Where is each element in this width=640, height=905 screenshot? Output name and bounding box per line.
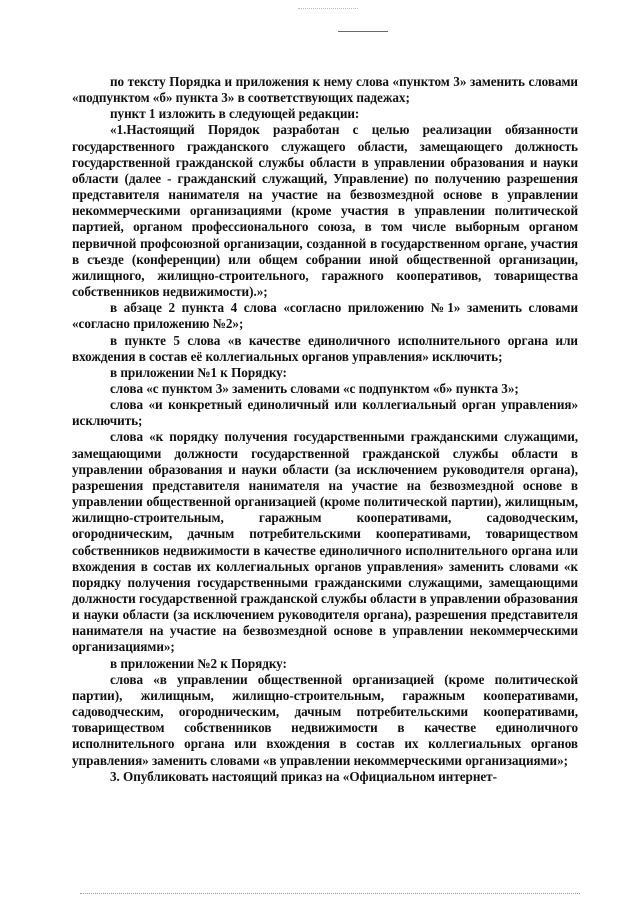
paragraph: слова «и конкретный единоличный или коллегиальный орган управления» исключить; — [72, 397, 578, 429]
paragraph: пункт 1 изложить в следующей редакции: — [110, 106, 360, 122]
paragraph: в абзаце 2 пункта 4 слова «согласно приложению №1» заменить словами «согласно приложению №2»; — [72, 300, 578, 332]
paragraph: в приложении №1 к Порядку: — [110, 364, 287, 380]
paragraph: слова «в управлении общественной организацией (кроме политической партии), жилищным, жилищно-строительным, гаражным кооперативами, садоводческим, огородническим, дачным потребительскими кооперативами, товариществом собственников недвижимости в качестве единоличного исполнительного органа или вхождения в состав их коллегиальных органов управления» заменить словами «в управлении некоммерческими организациями»; — [72, 671, 578, 768]
document-body — [72, 74, 578, 785]
paragraph: 3. Опубликовать настоящий приказ на «Официальном интернет- — [110, 768, 497, 784]
paragraph: в приложении №2 к Порядку: — [110, 655, 287, 671]
paragraph: слова «к порядку получения государственными гражданскими служащими, замещающими должности государственной гражданской службы области в управлении образования и науки области (за исключением руководителя органа), разрешения представителя нанимателя на участие на безвозмездной основе в управлении общественной организацией (кроме политической партии), жилищным, жилищно-строительным, гаражным кооперативами, садоводческим, огородническим, дачным потребительскими кооперативами, товариществом собственников недвижимости в качестве единоличного исполнительного органа или вхождения в состав их коллегиальных органов управления» заменить словами «к порядку получения государственными гражданскими служащими, замещающими должности государственной гражданской службы области в управлении образования и науки области (за исключением руководителя органа), разрешения представителя нанимателя на участие на безвозмездной основе в управлении некоммерческими организациями»; — [72, 429, 578, 655]
paragraph: в пункте 5 слова «в качестве единоличного исполнительного органа или вхождения в состав её коллегиальных органов управления» исключить; — [72, 332, 578, 364]
scan-artifact — [298, 8, 358, 10]
page-header-mark — [338, 31, 388, 33]
paragraph: по тексту Порядка и приложения к нему слова «пунктом 3» заменить словами «подпунктом «б» пункта 3» в соответствующих падежах; — [72, 74, 578, 106]
paragraph: слова «с пунктом 3» заменить словами «с подпунктом «б» пункта 3»; — [110, 380, 519, 396]
paragraph: «1.Настоящий Порядок разработан с целью реализации обязанности государственного гражданского служащего области, замещающего должность государственной гражданской службы области в управлении образования и науки области (далее - гражданский служащий, Управление) по получению разрешения представителя нанимателя на участие на безвозмездной основе в управлении некоммерческими организациями (кроме участия в управлении политической партией, органом профессионального союза, в том числе выборным органом первичной профсоюзной организации, созданной в государственном органе, участия в съезде (конференции) или общем собрании иной общественной организации, жилищного, жилищно-строительного, гаражного кооперативов, товарищества собственников недвижимости).»; — [72, 122, 578, 300]
scan-artifact — [80, 893, 580, 895]
